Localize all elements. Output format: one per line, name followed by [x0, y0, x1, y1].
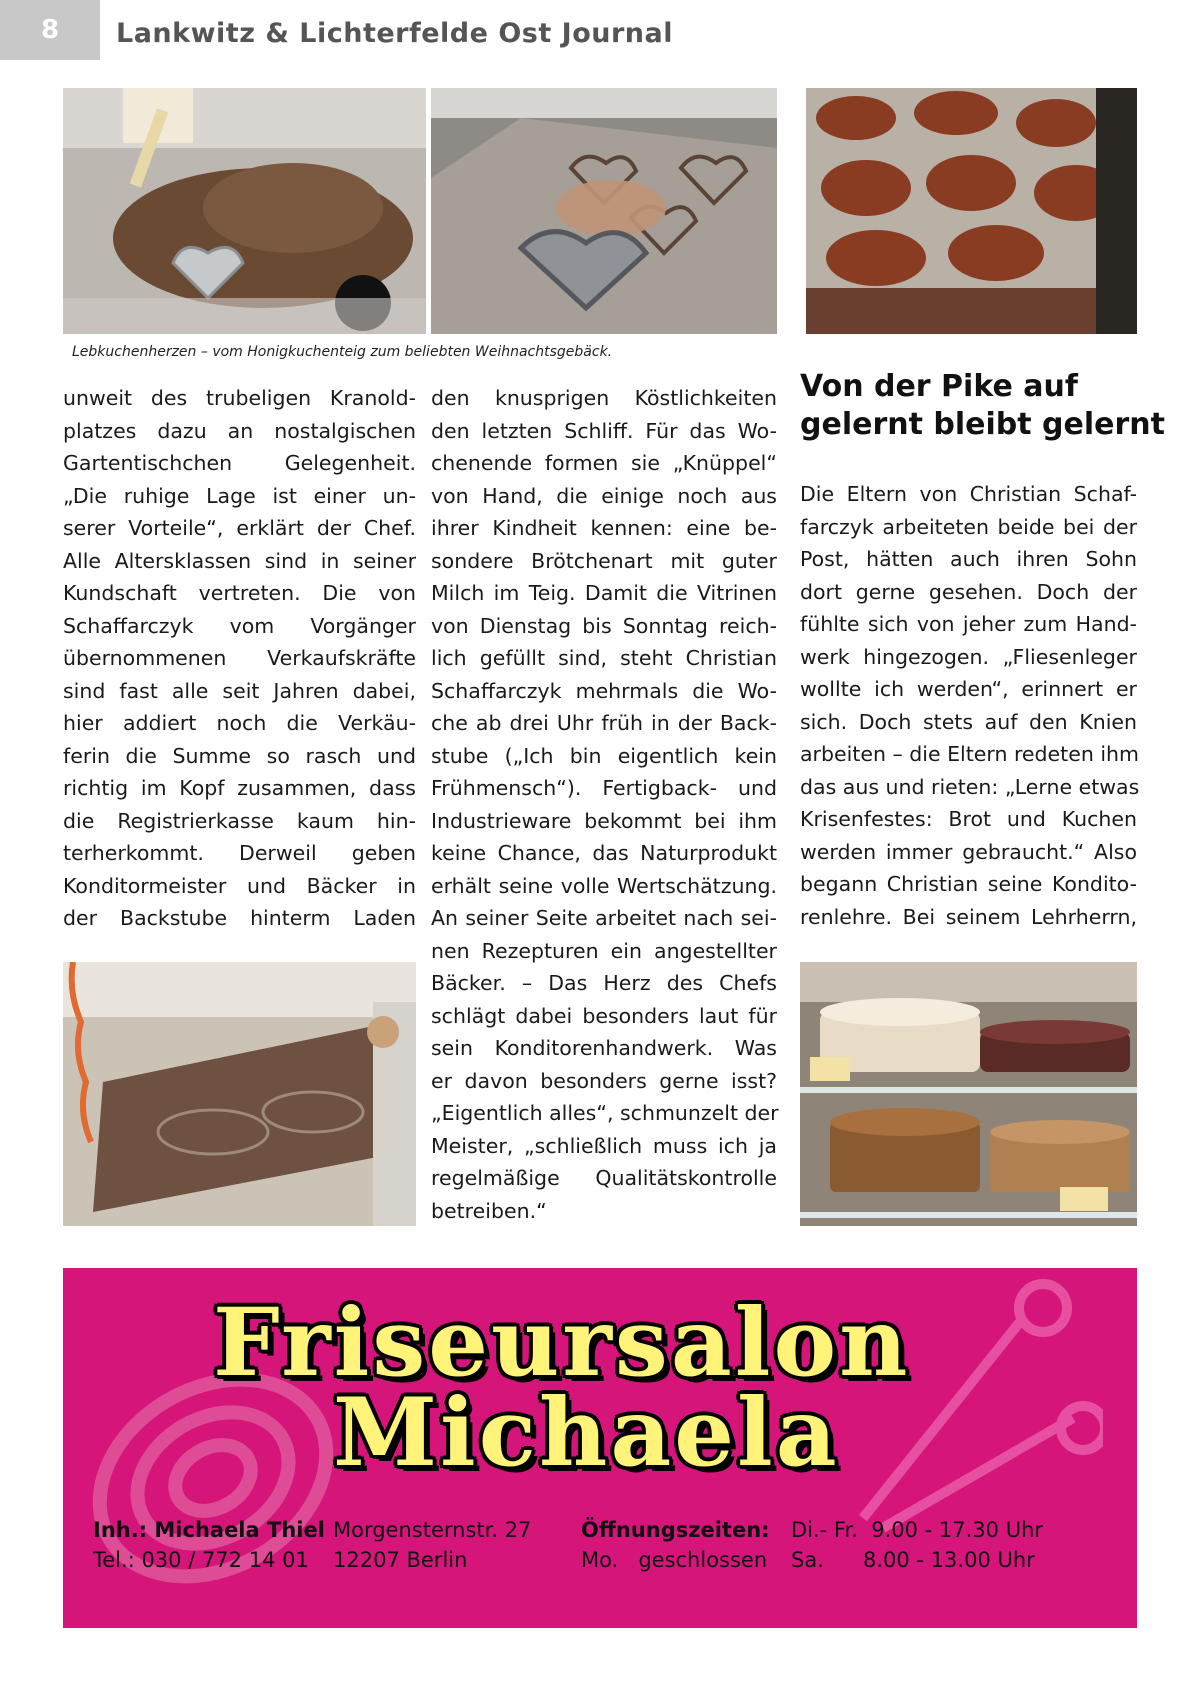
weekday-label: Di.- Fr.: [791, 1518, 858, 1542]
text-line: arbeiten – die Eltern redeten ihm: [800, 742, 1139, 766]
text-line: werk hingezogen. „Fliesenleger: [800, 644, 1137, 669]
photo-dough-table: [63, 88, 426, 334]
text-line: terherkommt. Derweil geben: [63, 841, 416, 865]
text-line: Milch im Teig. Damit die Vitrinen: [431, 581, 777, 605]
text-line: ihrer Kindheit kennen: eine be-: [431, 516, 777, 540]
text-line: regelmäßige Qualitätskontrolle: [431, 1166, 777, 1190]
salon-name-line2: Michaela: [333, 1378, 840, 1488]
text-line: stube („Ich bin eigentlich kein: [431, 743, 777, 768]
article-column-2: [431, 382, 777, 1227]
salon-name-line1: Friseursalon: [213, 1288, 911, 1398]
text-line: „Die ruhige Lage ist einer un-: [63, 483, 416, 508]
text-line: von Dienstag bis Sonntag reich-: [431, 613, 777, 638]
section-heading: Von der Pike auf gelernt bleibt gelernt: [800, 369, 1165, 442]
opening-hours-info: [581, 1515, 770, 1575]
text-line: begann Christian seine Kondito-: [800, 872, 1137, 896]
city-address: 12207 Berlin: [333, 1548, 468, 1572]
text-line: der Backstube hinterm Laden: [63, 906, 416, 930]
text-line: von Hand, die einige noch aus: [431, 483, 777, 508]
owner-info: [93, 1515, 325, 1575]
article-column-1: [63, 382, 416, 935]
article-column-3: [800, 478, 1140, 933]
text-line: chenende formen sie „Knüppel“: [431, 451, 777, 475]
text-line: er davon besonders gerne isst?: [431, 1068, 777, 1093]
text-line: farczyk arbeiteten beide bei der: [800, 514, 1137, 539]
text-line: Post, hätten auch ihren Sohn: [800, 547, 1137, 571]
text-line: Industrieware bekommt bei ihm: [431, 808, 777, 833]
text-line: den knusprigen Köstlichkeiten: [431, 386, 777, 410]
text-line: che ab drei Uhr früh in der Back-: [431, 711, 777, 735]
text-line: hier addiert noch die Verkäu-: [63, 711, 416, 735]
text-line: keine Chance, das Naturprodukt: [431, 841, 777, 865]
text-line: „Eigentlich alles“, schmunzelt der: [431, 1101, 779, 1125]
journal-title: Lankwitz & Lichterfelde Ost Journal: [116, 18, 673, 49]
text-line: sondere Brötchenart mit guter: [431, 548, 777, 573]
text-line: serer Vorteile“, erklärt der Chef.: [63, 516, 416, 540]
photo-heart-cutter: [431, 88, 777, 334]
text-line: An seiner Seite arbeitet nach sei-: [431, 906, 777, 930]
page-number: 8: [0, 0, 100, 60]
saturday-hours: 8.00 - 13.00 Uhr: [863, 1548, 1035, 1572]
page-header: [0, 0, 1200, 86]
text-line: Schaffarczyk mehrmals die Wo-: [431, 678, 777, 703]
hours-label: Öffnungszeiten:: [581, 1518, 770, 1542]
text-line: übernommenen Verkaufskräfte: [63, 646, 416, 670]
text-line: ferin die Summe so rasch und: [63, 743, 416, 768]
street-address: Morgensternstr. 27: [333, 1518, 532, 1542]
text-line: Alle Altersklassen sind in seiner: [63, 548, 416, 573]
text-line: Konditormeister und Bäcker in: [63, 873, 416, 898]
photo-caption: Lebkuchenherzen – vom Honigkuchenteig zum beliebten Weihnachtsgebäck.: [72, 344, 613, 360]
opening-hours-times: [791, 1515, 1043, 1575]
text-line: schlägt dabei besonders laut für: [431, 1003, 777, 1028]
address-info: [333, 1515, 531, 1575]
owner-name: Inh.: Michaela Thiel: [93, 1518, 325, 1542]
phone-number: Tel.: 030 / 772 14 01: [93, 1548, 309, 1572]
text-line: werden immer gebraucht.“ Also: [800, 839, 1137, 864]
photo-rolling-dough: [63, 962, 416, 1226]
text-line: betreiben.“: [431, 1198, 547, 1223]
text-line: erhält seine volle Wertschätzung.: [431, 873, 777, 898]
photo-baked-hearts: [806, 88, 1137, 334]
text-line: dort gerne gesehen. Doch der: [800, 579, 1137, 604]
text-line: sein Konditorenhandwerk. Was: [431, 1036, 777, 1060]
weekday-hours: 9.00 - 17.30 Uhr: [871, 1518, 1044, 1542]
text-line: nen Rezepturen ein angestellter: [431, 938, 777, 963]
text-line: Meister, „schließlich muss ich ja: [431, 1133, 777, 1158]
text-line: Kundschaft vertreten. Die von: [63, 581, 416, 605]
text-line: sich. Doch stets auf den Knien: [800, 709, 1137, 734]
closed-day: Mo.: [581, 1548, 619, 1572]
text-line: Krisenfestes: Brot und Kuchen: [800, 807, 1137, 831]
text-line: fühlte sich von jeher zum Hand-: [800, 612, 1137, 636]
text-line: platzes dazu an nostalgischen: [63, 418, 416, 443]
text-line: die Registrierkasse kaum hin-: [63, 808, 416, 833]
text-line: wollte ich werden“, erinnert er: [800, 677, 1137, 701]
photo-cake-display: [800, 962, 1137, 1226]
text-line: Schaffarczyk vom Vorgänger: [63, 613, 416, 638]
text-line: Die Eltern von Christian Schaf-: [800, 482, 1137, 506]
text-line: unweit des trubeligen Kranold-: [63, 386, 416, 410]
text-line: Frühmensch“). Fertigback- und: [431, 776, 777, 800]
saturday-label: Sa.: [791, 1548, 824, 1572]
closed-text: geschlossen: [638, 1548, 768, 1572]
text-line: lich gefüllt sind, steht Christian: [431, 646, 777, 670]
text-line: Bäcker. – Das Herz des Chefs: [431, 971, 777, 995]
text-line: renlehre. Bei seinem Lehrherrn,: [800, 904, 1137, 929]
advertisement-friseursalon: [63, 1268, 1137, 1628]
text-line: den letzten Schliff. Für das Wo-: [431, 418, 777, 443]
text-line: sind fast alle seit Jahren dabei,: [63, 678, 416, 703]
text-line: das aus und rieten: „Lerne etwas: [800, 774, 1140, 799]
text-line: richtig im Kopf zusammen, dass: [63, 776, 416, 800]
text-line: Gartentischchen Gelegenheit.: [63, 451, 416, 475]
